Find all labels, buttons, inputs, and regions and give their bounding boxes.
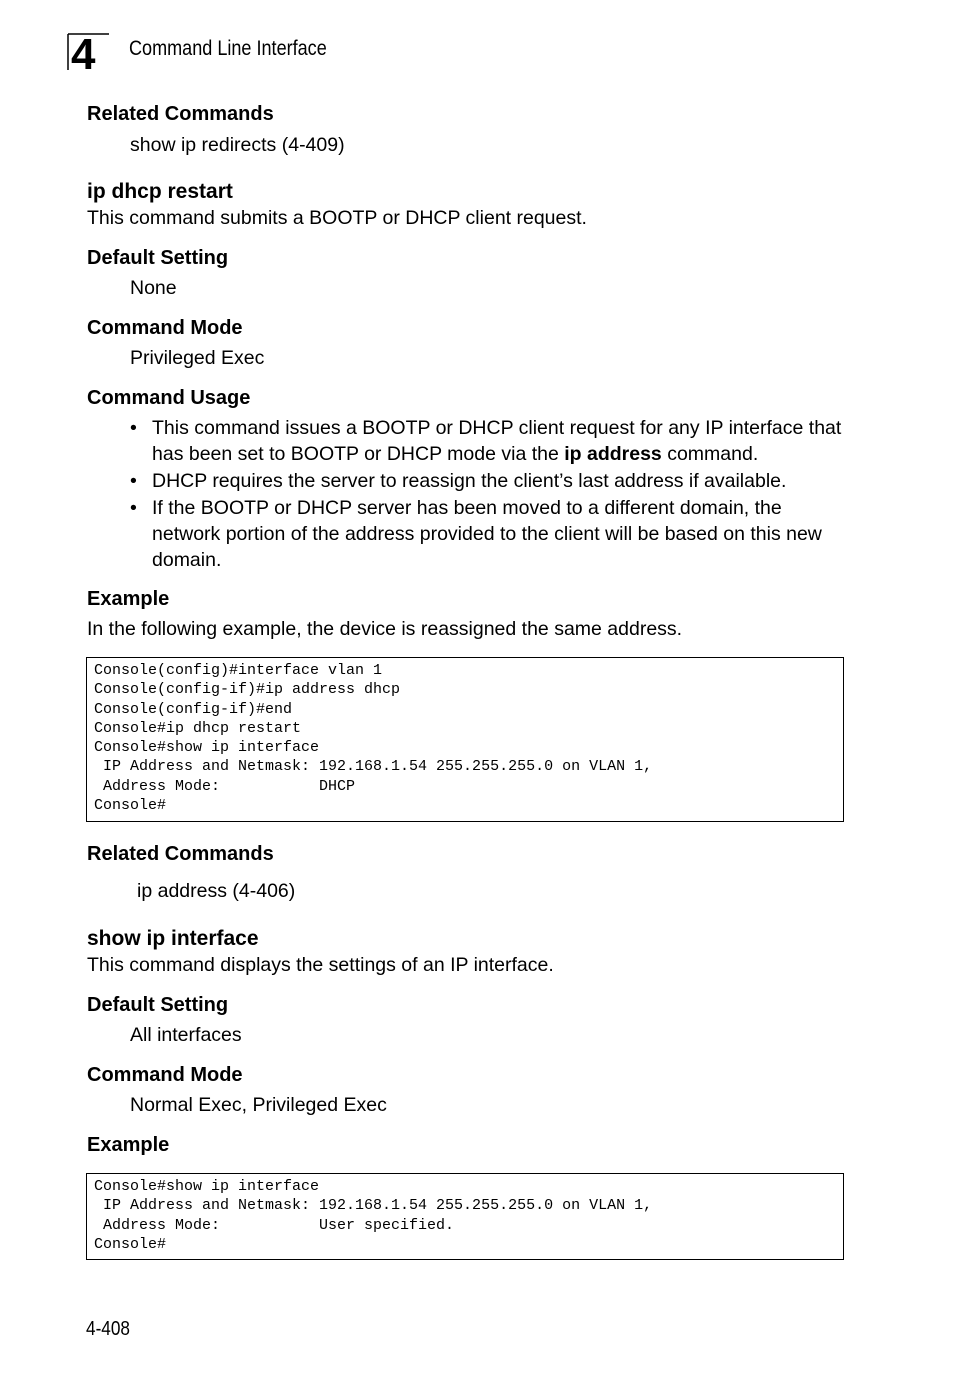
default-setting-heading: Default Setting: [87, 247, 229, 269]
command-mode-heading: Command Mode: [87, 317, 243, 339]
code-line: Console#: [94, 1235, 167, 1253]
code-example-box: [86, 1173, 844, 1260]
code-line: Console#: [94, 797, 167, 815]
code-line: Console(config-if)#ip address dhcp: [94, 681, 401, 699]
related-commands-heading: Related Commands: [87, 103, 274, 125]
code-line: IP Address and Netmask: 192.168.1.54 255.255.255.0 on VLAN 1,: [94, 758, 653, 776]
code-example-box: [86, 657, 844, 822]
default-setting-value: None: [130, 277, 177, 299]
usage-item-1: [152, 415, 852, 467]
code-line: Console(config-if)#end: [94, 700, 293, 718]
chapter-title: Command Line Interface: [129, 37, 327, 60]
chapter-number-badge: [67, 33, 109, 70]
code-line: Address Mode: DHCP: [94, 777, 356, 795]
bullet-icon: •: [130, 497, 137, 519]
command-title: show ip interface: [87, 927, 259, 950]
page-number: 4-408: [86, 1318, 130, 1340]
bullet-icon: •: [130, 470, 137, 492]
command-mode-value: Privileged Exec: [130, 347, 265, 369]
related-command-link: ip address (4-406): [137, 880, 296, 902]
code-line: Console#show ip interface: [94, 739, 320, 757]
usage-item-2: DHCP requires the server to reassign the client’s last address if available.: [152, 470, 787, 492]
code-line: Console#show ip interface: [94, 1178, 320, 1195]
bullet-icon: •: [130, 417, 137, 439]
command-mode-heading: Command Mode: [87, 1064, 243, 1086]
command-title: ip dhcp restart: [87, 180, 233, 203]
example-heading: Example: [87, 588, 170, 610]
usage-item-text: This command issues a BOOTP or DHCP client request for any IP interface that has been set to BOOTP or DHCP mode via the: [152, 417, 842, 465]
command-mode-value: Normal Exec, Privileged Exec: [130, 1094, 387, 1116]
example-intro: In the following example, the device is reassigned the same address.: [87, 618, 683, 640]
code-line: IP Address and Netmask: 192.168.1.54 255.255.255.0 on VLAN 1,: [94, 1197, 653, 1215]
usage-item-text: command.: [661, 443, 759, 465]
related-commands-heading: Related Commands: [87, 843, 274, 865]
default-setting-value: All interfaces: [130, 1024, 242, 1046]
default-setting-heading: Default Setting: [87, 994, 229, 1016]
usage-item-command: ip address: [564, 443, 662, 465]
usage-item-3: If the BOOTP or DHCP server has been moved to a different domain, the network portion of the address provided to the client will be based on this new domain.: [152, 497, 822, 571]
related-command-link: show ip redirects (4-409): [130, 134, 345, 156]
command-usage-heading: Command Usage: [87, 387, 251, 409]
command-description: This command displays the settings of an IP interface.: [87, 954, 554, 976]
code-line: Console#ip dhcp restart: [94, 719, 302, 737]
command-description: This command submits a BOOTP or DHCP client request.: [87, 207, 587, 229]
code-line: Console(config)#interface vlan 1: [94, 662, 383, 679]
chapter-number: 4: [71, 33, 96, 70]
code-line: Address Mode: User specified.: [94, 1216, 455, 1234]
example-heading: Example: [87, 1134, 170, 1156]
